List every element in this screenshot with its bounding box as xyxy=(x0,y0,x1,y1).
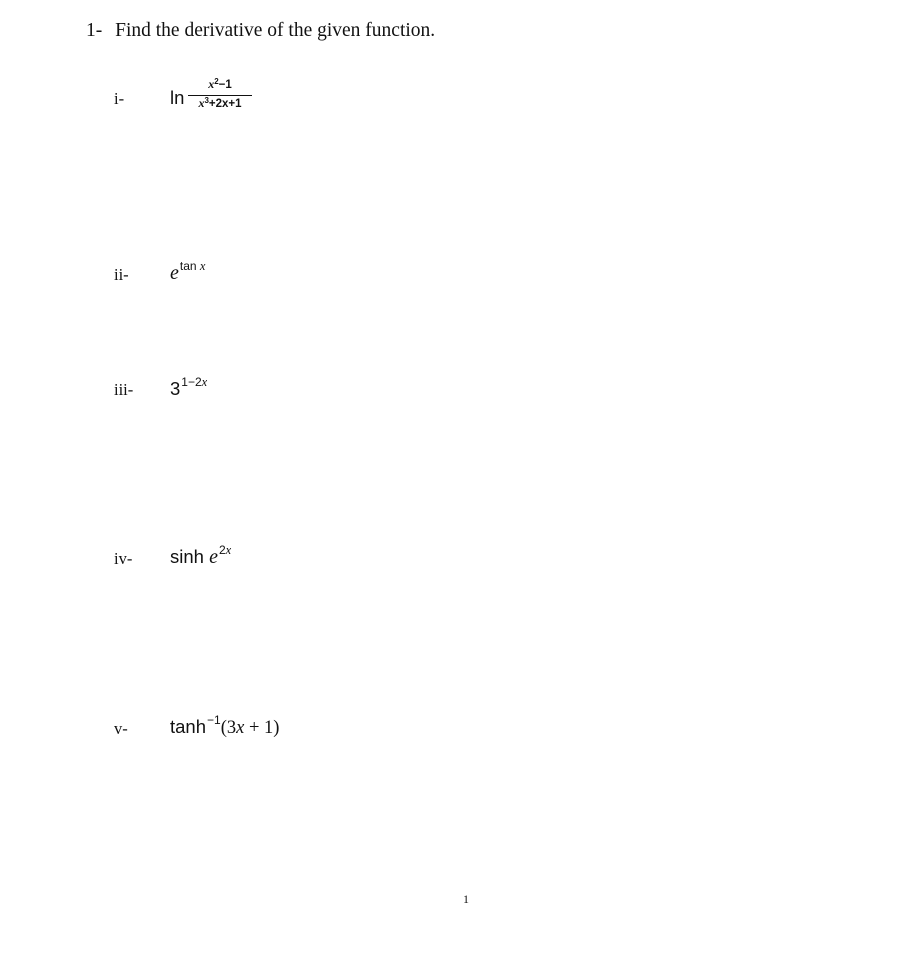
item-label-i: i- xyxy=(114,89,125,108)
question-text: Find the derivative of the given function. xyxy=(115,20,436,41)
tanh-function: tanh xyxy=(170,716,207,737)
fraction xyxy=(188,78,252,111)
function-argument: (3x + 1) xyxy=(220,718,280,738)
item-expression-ii xyxy=(170,259,206,285)
exp-base: e xyxy=(209,546,218,568)
fraction-numerator: $x^2-1$ xyxy=(208,77,232,91)
question-heading xyxy=(86,20,435,42)
item-expression-v xyxy=(170,713,280,739)
inverse-exponent: −1 xyxy=(207,713,221,727)
question-number: 1- xyxy=(86,20,103,41)
fraction-denominator: $x^3+2x+1$ xyxy=(198,96,242,110)
exp-power: 2x xyxy=(218,543,232,557)
item-label-iii: iii- xyxy=(114,380,134,399)
exp-power: tan x xyxy=(179,259,206,273)
exp-base: e xyxy=(170,262,179,284)
item-label-iv: iv- xyxy=(114,549,133,568)
item-label-ii: ii- xyxy=(114,265,129,284)
page-number: 1 xyxy=(463,892,469,906)
item-expression-iv xyxy=(170,543,232,569)
item-label-v: v- xyxy=(114,719,128,738)
exp-power: 1−2x xyxy=(181,375,208,389)
exp-base: 3 xyxy=(170,378,181,399)
sinh-function: sinh xyxy=(170,546,204,567)
item-expression-iii xyxy=(170,375,208,400)
ln-function: ln xyxy=(170,87,185,108)
